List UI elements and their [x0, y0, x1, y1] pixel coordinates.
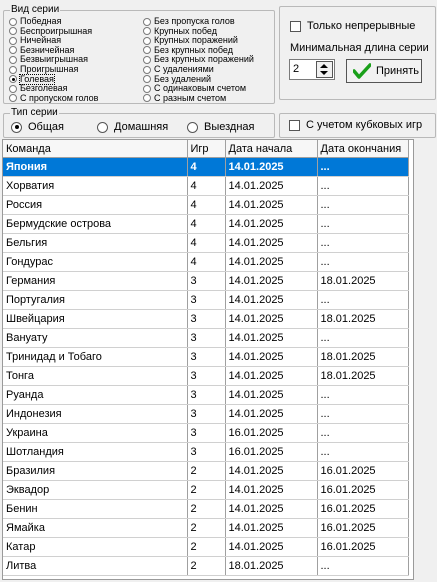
radio-button-icon[interactable]	[143, 37, 151, 45]
table-cell: 14.01.2025	[225, 348, 317, 367]
table-cell: 2	[187, 519, 225, 538]
radio-series_type_group.left_options-7[interactable]	[9, 84, 68, 93]
spinner-arrows-icon[interactable]	[316, 61, 333, 78]
radio-button-icon[interactable]	[143, 18, 151, 26]
radio-button-icon[interactable]	[187, 122, 198, 133]
radio-label: Без крупных поражений	[154, 54, 254, 65]
radio-label: Крупных побед	[154, 25, 217, 36]
table-cell: 3	[187, 386, 225, 405]
table-row[interactable]	[3, 234, 408, 253]
radio-label: Победная	[20, 16, 62, 26]
table-cell: 14.01.2025	[225, 500, 317, 519]
radio-series_type_group.right_options-7[interactable]	[143, 84, 246, 93]
radio-game_type_group.options-1[interactable]	[97, 121, 168, 133]
table-cell: 14.01.2025	[225, 215, 317, 234]
table-row[interactable]	[3, 196, 408, 215]
table-cell: Португалия	[3, 291, 187, 310]
table-row[interactable]	[3, 405, 408, 424]
radio-label: Безвыигрышная	[20, 54, 88, 65]
table-cell: 14.01.2025	[225, 519, 317, 538]
table-cell: 14.01.2025	[225, 386, 317, 405]
column-header[interactable]: Дата окончания	[317, 140, 408, 158]
radio-game_type_group.options-2[interactable]	[187, 121, 255, 133]
table-cell: Украина	[3, 424, 187, 443]
radio-button-icon[interactable]	[9, 94, 17, 102]
table-cell: Тринидад и Тобаго	[3, 348, 187, 367]
radio-series_type_group.right_options-5[interactable]	[143, 65, 214, 74]
table-cell: 3	[187, 348, 225, 367]
table-cell: Вануату	[3, 329, 187, 348]
radio-button-icon[interactable]	[143, 75, 151, 83]
table-row[interactable]	[3, 158, 408, 177]
table-cell: 14.01.2025	[225, 234, 317, 253]
radio-label: С одинаковым счетом	[154, 83, 247, 94]
radio-button-icon[interactable]	[143, 85, 151, 93]
table-cell: 4	[187, 253, 225, 272]
table-cell: 14.01.2025	[225, 310, 317, 329]
radio-series_type_group.left_options-2[interactable]	[9, 36, 61, 45]
column-header[interactable]: Игр	[187, 140, 225, 158]
radio-button-icon[interactable]	[143, 46, 151, 54]
table-cell: ...	[317, 405, 408, 424]
table-cell: Япония	[3, 158, 187, 177]
table-cell: 2	[187, 538, 225, 557]
table-cell: ...	[317, 196, 408, 215]
table-cell: Индонезия	[3, 405, 187, 424]
table-row[interactable]	[3, 310, 408, 329]
table-cell: 16.01.2025	[317, 481, 408, 500]
table-cell: 4	[187, 177, 225, 196]
table-cell: 3	[187, 443, 225, 462]
column-header[interactable]: Команда	[3, 140, 187, 158]
radio-button-icon[interactable]	[143, 56, 151, 64]
table-cell: ...	[317, 158, 408, 177]
table-cell: Гондурас	[3, 253, 187, 272]
min-length-spinner[interactable]	[289, 59, 335, 80]
table-cell: Эквадор	[3, 481, 187, 500]
table-cell: 2	[187, 557, 225, 576]
table-cell: 2	[187, 500, 225, 519]
radio-label: Без крупных побед	[154, 44, 233, 55]
radio-label: Голевая	[20, 73, 54, 84]
table-row[interactable]	[3, 519, 408, 538]
table-row[interactable]	[3, 272, 408, 291]
table-cell: 16.01.2025	[317, 538, 408, 557]
radio-label: Домашняя	[114, 121, 169, 133]
table-cell: 4	[187, 158, 225, 177]
table-cell: Бельгия	[3, 234, 187, 253]
checkbox-box[interactable]	[290, 21, 301, 32]
table-cell: Россия	[3, 196, 187, 215]
table-cell: 4	[187, 234, 225, 253]
min-length-value[interactable]: 2	[293, 63, 300, 75]
radio-button-icon[interactable]	[9, 37, 17, 45]
column-header[interactable]: Дата начала	[225, 140, 317, 158]
table-cell: 14.01.2025	[225, 177, 317, 196]
table-row[interactable]	[3, 329, 408, 348]
radio-label: Без пропуска голов	[154, 16, 235, 26]
table-cell: 14.01.2025	[225, 291, 317, 310]
table-row[interactable]	[3, 386, 408, 405]
table-cell: ...	[317, 386, 408, 405]
radio-button-icon[interactable]	[9, 18, 17, 26]
radio-button-icon[interactable]	[143, 27, 151, 35]
radio-button-icon[interactable]	[9, 66, 17, 74]
table-cell: 18.01.2025	[317, 272, 408, 291]
game-type-group	[3, 107, 275, 138]
table-cell: ...	[317, 424, 408, 443]
table-cell: Хорватия	[3, 177, 187, 196]
table-row[interactable]	[3, 424, 408, 443]
radio-label: Без удалений	[154, 73, 212, 84]
table-cell: Бразилия	[3, 462, 187, 481]
table-cell: 4	[187, 215, 225, 234]
vertical-scrollbar-area[interactable]	[417, 139, 437, 580]
table-cell: 14.01.2025	[225, 538, 317, 557]
table-row[interactable]	[3, 443, 408, 462]
table-row[interactable]	[3, 557, 408, 576]
table-cell: 16.01.2025	[317, 500, 408, 519]
table-cell: 14.01.2025	[225, 272, 317, 291]
table-cell: ...	[317, 215, 408, 234]
accept-label: Принять	[376, 65, 419, 77]
table-cell: 3	[187, 424, 225, 443]
continuous-only-label: Только непрерывные	[307, 20, 416, 32]
radio-label: Выездная	[204, 121, 255, 133]
table-row[interactable]	[3, 253, 408, 272]
table-cell: 16.01.2025	[317, 462, 408, 481]
table-cell: 3	[187, 405, 225, 424]
radio-series_type_group.right_options-2[interactable]	[143, 36, 238, 45]
table-cell: ...	[317, 291, 408, 310]
table-cell: ...	[317, 557, 408, 576]
radio-label: Безничейная	[20, 44, 75, 55]
table-row[interactable]	[3, 348, 408, 367]
table-cell: 16.01.2025	[225, 443, 317, 462]
checkbox-box[interactable]	[289, 120, 300, 131]
table-cell: 14.01.2025	[225, 405, 317, 424]
table-cell: 18.01.2025	[317, 367, 408, 386]
table-cell: 3	[187, 329, 225, 348]
radio-button-icon[interactable]	[9, 56, 17, 64]
radio-label: Проигрышная	[20, 64, 79, 74]
table-row[interactable]	[3, 367, 408, 386]
table-cell: Ямайка	[3, 519, 187, 538]
table-cell: 14.01.2025	[225, 367, 317, 386]
checkmark-icon	[353, 63, 371, 79]
radio-button-icon[interactable]	[143, 66, 151, 74]
radio-series_type_group.left_options-0[interactable]	[9, 17, 61, 26]
radio-button-icon[interactable]	[9, 46, 17, 54]
table-cell: 14.01.2025	[225, 253, 317, 272]
radio-series_type_group.left_options-8[interactable]	[9, 94, 98, 103]
table-row[interactable]	[3, 500, 408, 519]
series-type-group	[3, 4, 275, 104]
game-type-title: Тип серии	[11, 107, 58, 118]
table-cell: Руанда	[3, 386, 187, 405]
table-row[interactable]	[3, 538, 408, 557]
radio-label: Беспроигрышная	[20, 25, 93, 36]
radio-label: Ничейная	[20, 35, 62, 46]
table-cell: 18.01.2025	[317, 310, 408, 329]
options-group	[279, 6, 436, 100]
radio-label: С удалениями	[154, 64, 214, 74]
table-cell: 14.01.2025	[225, 196, 317, 215]
radio-label: С пропуском голов	[20, 92, 99, 103]
table-cell: Бермудские острова	[3, 215, 187, 234]
table-cell: Литва	[3, 557, 187, 576]
table-row[interactable]	[3, 215, 408, 234]
radio-label: Безголевая	[20, 83, 68, 94]
cup-games-label: С учетом кубковых игр	[306, 119, 423, 131]
table-cell: Швейцария	[3, 310, 187, 329]
radio-series_type_group.right_options-0[interactable]	[143, 17, 235, 26]
table-cell: ...	[317, 329, 408, 348]
table-cell: 3	[187, 310, 225, 329]
min-length-label: Минимальная длина серии	[290, 42, 429, 54]
table-cell: 3	[187, 291, 225, 310]
table-cell: 3	[187, 272, 225, 291]
radio-label: Общая	[28, 121, 64, 133]
table-cell: 4	[187, 196, 225, 215]
table-cell: Бенин	[3, 500, 187, 519]
table-row[interactable]	[3, 291, 408, 310]
continuous-only-checkbox[interactable]	[290, 20, 415, 32]
radio-game_type_group.options-0[interactable]	[11, 121, 64, 133]
table-cell: Катар	[3, 538, 187, 557]
radio-series_type_group.left_options-5[interactable]	[9, 65, 78, 74]
table-cell: 3	[187, 367, 225, 386]
table-cell: ...	[317, 443, 408, 462]
table-cell: ...	[317, 253, 408, 272]
radio-button-icon[interactable]	[9, 85, 17, 93]
radio-button-icon[interactable]	[9, 27, 17, 35]
table-cell: 14.01.2025	[225, 481, 317, 500]
table-cell: Шотландия	[3, 443, 187, 462]
table-header	[3, 140, 408, 158]
radio-button-icon[interactable]	[97, 122, 108, 133]
radio-button-icon[interactable]	[11, 122, 22, 133]
accept-button[interactable]	[346, 59, 422, 83]
table-cell: 16.01.2025	[225, 424, 317, 443]
table-cell: Германия	[3, 272, 187, 291]
table-cell: 2	[187, 481, 225, 500]
series-type-title: Вид серии	[11, 4, 60, 15]
table-row[interactable]	[3, 462, 408, 481]
table-cell: 16.01.2025	[317, 519, 408, 538]
table-cell: 14.01.2025	[225, 158, 317, 177]
radio-button-icon[interactable]	[9, 75, 17, 83]
table-cell: 18.01.2025	[317, 348, 408, 367]
table-row[interactable]	[3, 481, 408, 500]
radio-button-icon[interactable]	[143, 94, 151, 102]
table-cell: 2	[187, 462, 225, 481]
cup-games-checkbox[interactable]	[289, 119, 422, 131]
series-table[interactable]	[2, 139, 414, 580]
table-cell: ...	[317, 177, 408, 196]
table-cell: 14.01.2025	[225, 462, 317, 481]
table-row[interactable]	[3, 177, 408, 196]
table-cell: Тонга	[3, 367, 187, 386]
table-cell: 14.01.2025	[225, 329, 317, 348]
radio-label: С разным счетом	[154, 92, 227, 103]
table-cell: ...	[317, 234, 408, 253]
cup-games-group	[279, 113, 436, 138]
radio-series_type_group.right_options-8[interactable]	[143, 94, 226, 103]
table-cell: 18.01.2025	[225, 557, 317, 576]
radio-label: Крупных поражений	[154, 35, 238, 46]
